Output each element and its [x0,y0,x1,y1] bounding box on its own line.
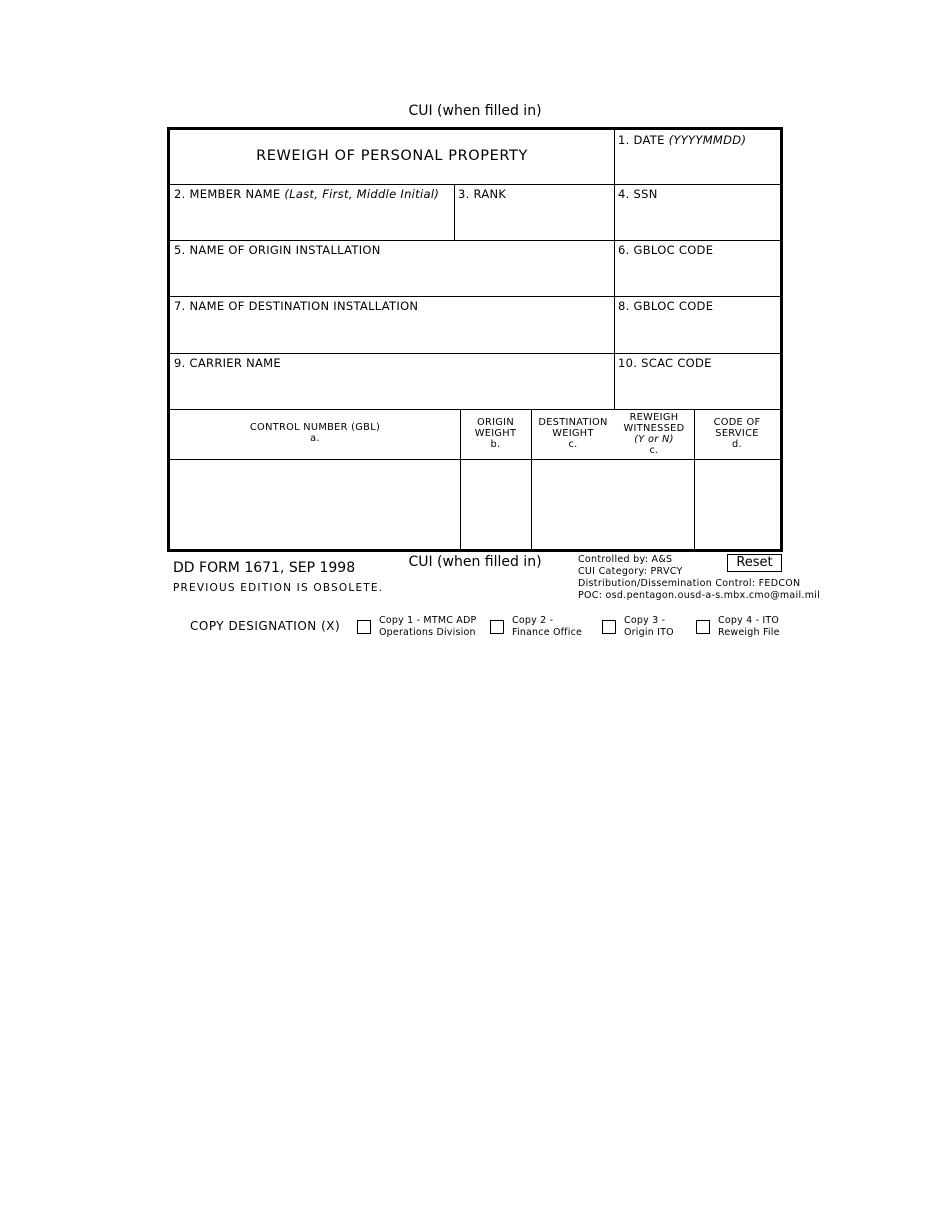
col-code-of-service-header: CODE OF SERVICE d. [713,417,761,450]
carrier-name-label: 9. CARRIER NAME [174,356,281,370]
col-origin-weight-header: ORIGIN WEIGHT b. [474,417,517,450]
scac-code-cell [614,353,780,409]
copy-2-checkbox[interactable] [490,620,504,634]
origin-installation-input[interactable] [171,260,613,292]
origin-gbloc-input[interactable] [615,260,779,292]
carrier-name-cell [170,353,614,409]
cui-designation-block [578,554,820,602]
origin-installation-label: 5. NAME OF ORIGIN INSTALLATION [174,243,381,257]
controlled-by: Controlled by: A&S [578,554,673,565]
copy-1-label: Copy 1 - MTMC ADP Operations Division [379,615,477,638]
control-number-input[interactable] [171,461,459,547]
rank-input[interactable] [455,204,613,236]
copy-3-label: Copy 3 - Origin ITO [624,615,674,638]
col-control-number-header: CONTROL NUMBER (GBL) a. [249,422,381,444]
col-destination-weight-header: DESTINATION WEIGHT c. [538,417,608,450]
origin-installation-cell [170,240,614,296]
dissemination-control: Distribution/Dissemination Control: FEDCON [578,578,801,589]
destination-weight-input[interactable] [533,461,613,547]
origin-gbloc-cell [614,240,780,296]
origin-weight-input[interactable] [462,461,530,547]
form-title-cell [170,130,614,184]
poc: POC: osd.pentagon.ousd-a-s.mbx.cmo@mail.mil [578,590,821,601]
code-of-service-input[interactable] [696,461,778,547]
destination-installation-label: 7. NAME OF DESTINATION INSTALLATION [174,299,419,313]
scac-code-input[interactable] [615,373,779,405]
ssn-label: 4. SSN [618,187,658,201]
col-reweigh-witnessed-header: REWEIGH WITNESSED (Y or N) c. [623,412,685,456]
copy-4-label: Copy 4 - ITO Reweigh File [718,615,780,638]
copy-designation-label: COPY DESIGNATION (X) [190,619,341,633]
destination-gbloc-cell [614,296,780,353]
reweigh-form [167,127,783,552]
date-input[interactable] [615,150,779,180]
rank-label: 3. RANK [458,187,507,201]
date-label: 1. DATE (YYYYMMDD) [618,133,747,147]
copy-3-checkbox[interactable] [602,620,616,634]
form-title: REWEIGH OF PERSONAL PROPERTY [256,148,528,164]
member-name-input[interactable] [171,204,453,236]
destination-installation-cell [170,296,614,353]
date-cell [614,130,780,184]
obsolete-notice: PREVIOUS EDITION IS OBSOLETE. [173,582,384,594]
rank-cell [454,184,614,240]
origin-gbloc-label: 6. GBLOC CODE [618,243,714,257]
reweigh-witnessed-input[interactable] [616,461,693,547]
member-name-cell [170,184,454,240]
destination-gbloc-input[interactable] [615,316,779,349]
destination-installation-input[interactable] [171,316,613,349]
form-id: DD FORM 1671, SEP 1998 [173,560,356,576]
scac-code-label: 10. SCAC CODE [618,356,712,370]
destination-gbloc-label: 8. GBLOC CODE [618,299,714,313]
copy-2-label: Copy 2 - Finance Office [512,615,583,638]
copy-4-checkbox[interactable] [696,620,710,634]
cui-category: CUI Category: PRVCY [578,566,683,577]
cui-banner-bottom: CUI (when filled in) [408,554,542,570]
reset-button[interactable]: Reset [727,554,782,572]
member-name-label: 2. MEMBER NAME (Last, First, Middle Initial) [174,187,440,201]
ssn-cell [614,184,780,240]
cui-banner-top: CUI (when filled in) [408,103,542,119]
ssn-input[interactable] [615,204,779,236]
carrier-name-input[interactable] [171,373,613,405]
copy-1-checkbox[interactable] [357,620,371,634]
